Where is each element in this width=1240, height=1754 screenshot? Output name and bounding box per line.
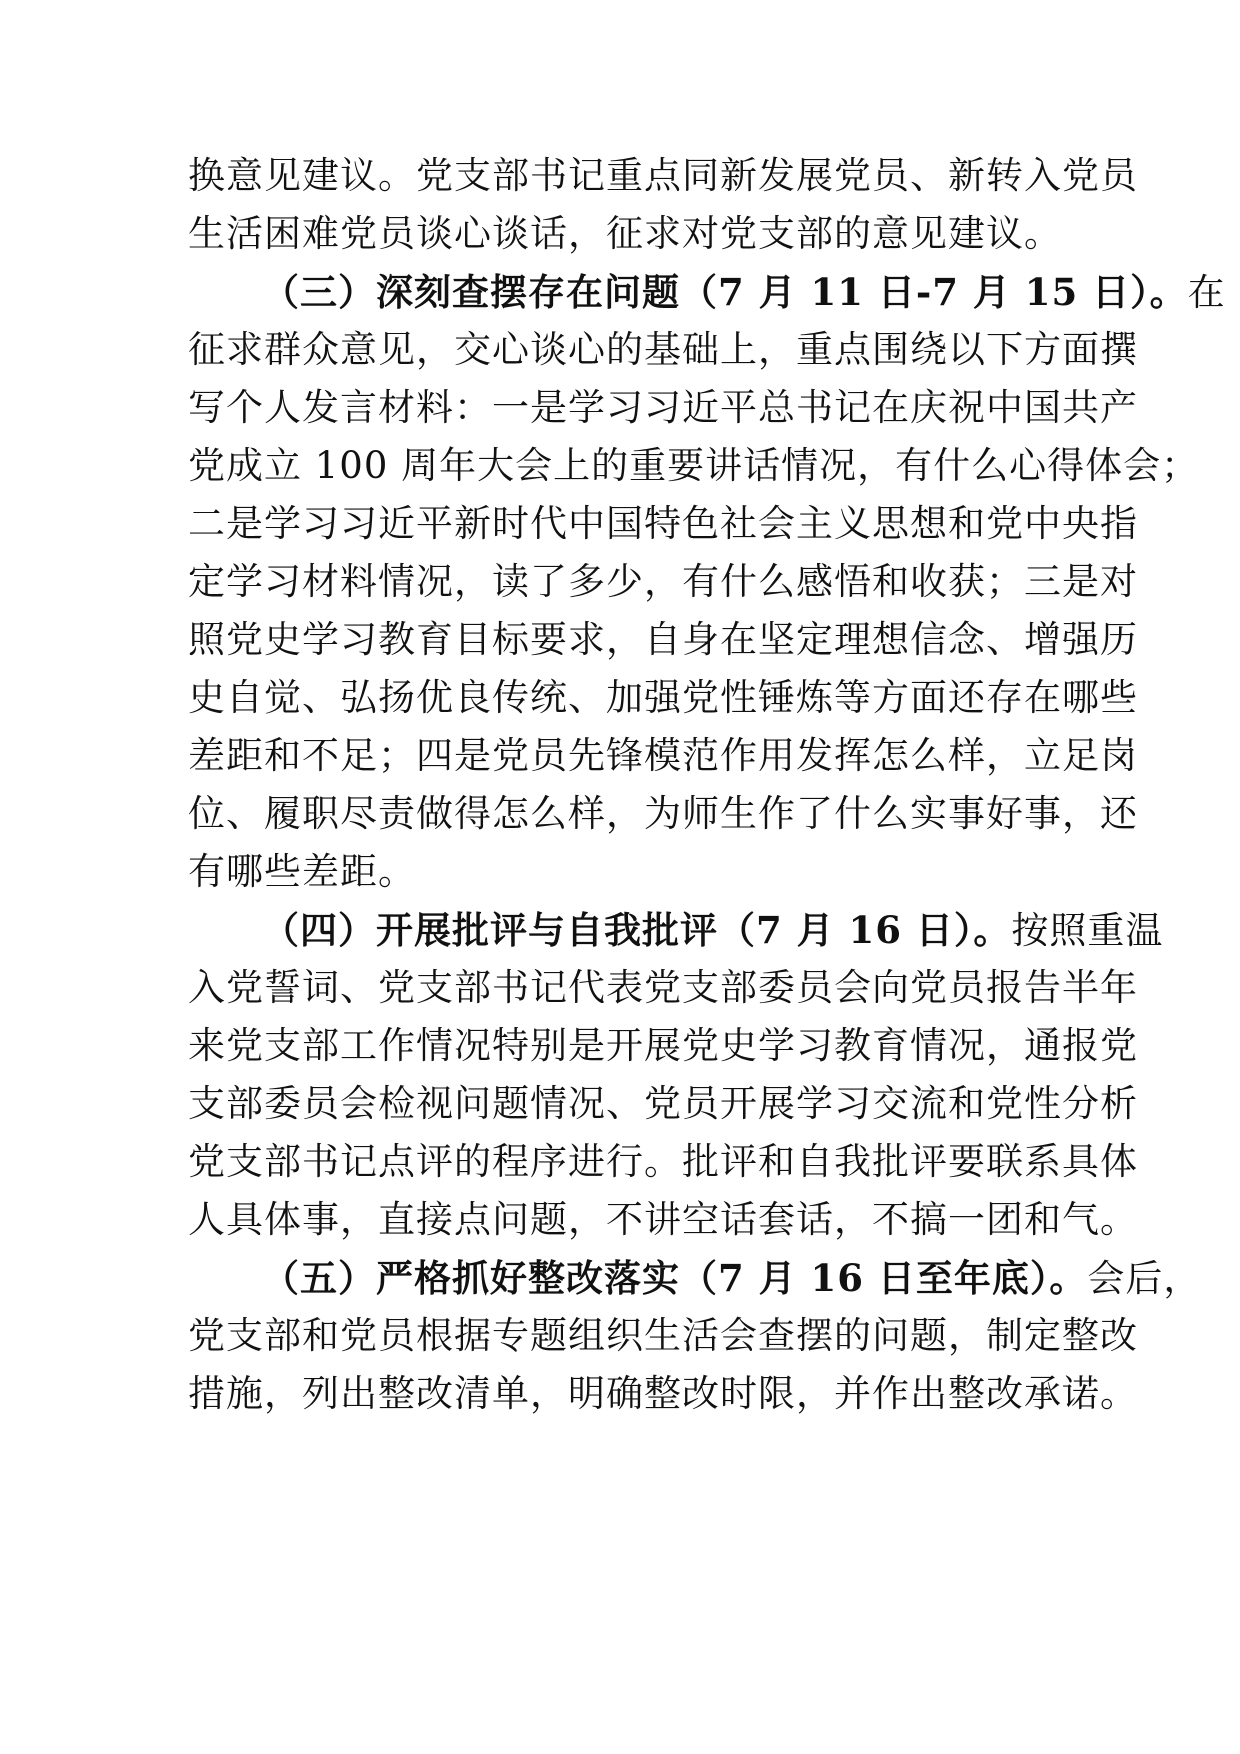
text-line (188, 1024, 1138, 1068)
text-line (188, 1314, 1138, 1358)
text-line (188, 792, 1138, 836)
text-line (188, 850, 1068, 894)
text-line (188, 212, 1068, 256)
text-line (188, 154, 1138, 198)
line-text: 会后， (1087, 1257, 1202, 1300)
line-text: 定学习材料情况，读了多少，有什么感悟和收获；三是对 (188, 560, 1138, 603)
section-heading-four: （四）开展批评与自我批评（7 月 16 日）。 (262, 908, 1012, 952)
text-line (188, 1082, 1138, 1126)
line-text: 党支部和党员根据专题组织生活会查摆的问题，制定整改 (188, 1314, 1138, 1357)
text-line (188, 328, 1138, 372)
line-text: 按照重温 (1011, 909, 1164, 952)
text-line (188, 618, 1138, 662)
line-text: 措施，列出整改清单，明确整改时限，并作出整改承诺。 (188, 1372, 1138, 1415)
line-text: 史自觉、弘扬优良传统、加强党性锤炼等方面还存在哪些 (188, 676, 1138, 719)
text-line (188, 444, 1200, 488)
line-text: 差距和不足；四是党员先锋模范作用发挥怎么样，立足岗 (188, 734, 1138, 777)
text-line (188, 1140, 1138, 1184)
line-text: 有哪些差距。 (188, 850, 416, 893)
line-text: 生活困难党员谈心谈话，征求对党支部的意见建议。 (188, 212, 1062, 255)
section-heading-five: （五）严格抓好整改落实（7 月 16 日至年底）。 (262, 1256, 1088, 1300)
line-text: 支部委员会检视问题情况、党员开展学习交流和党性分析 (188, 1082, 1138, 1125)
section-heading-line (262, 270, 1226, 315)
line-text: 在 (1187, 271, 1226, 314)
section-heading-three: （三）深刻查摆存在问题（7 月 11 日-7 月 15 日）。 (262, 270, 1188, 314)
text-line (188, 560, 1138, 604)
text-line (188, 502, 1138, 546)
line-text: 党支部书记点评的程序进行。批评和自我批评要联系具体 (188, 1140, 1138, 1183)
line-text: 征求群众意见，交心谈心的基础上，重点围绕以下方面撰 (188, 328, 1138, 371)
text-line (188, 1198, 1138, 1242)
line-text: 来党支部工作情况特别是开展党史学习教育情况，通报党 (188, 1024, 1138, 1067)
line-text: 写个人发言材料：一是学习习近平总书记在庆祝中国共产 (188, 386, 1138, 429)
line-text: 入党誓词、党支部书记代表党支部委员会向党员报告半年 (188, 966, 1138, 1009)
text-line (188, 676, 1138, 720)
text-line (188, 386, 1138, 430)
line-text: 人具体事，直接点问题，不讲空话套话，不搞一团和气。 (188, 1198, 1138, 1241)
line-text: 位、履职尽责做得怎么样，为师生作了什么实事好事，还 (188, 792, 1138, 835)
line-text: 照党史学习教育目标要求，自身在坚定理想信念、增强历 (188, 618, 1138, 661)
text-line (188, 1372, 1138, 1416)
section-heading-line (262, 908, 1164, 953)
line-text: 换意见建议。党支部书记重点同新发展党员、新转入党员 (188, 154, 1138, 197)
line-text: 党成立 100 周年大会上的重要讲话情况，有什么心得体会； (188, 444, 1200, 487)
section-heading-line (262, 1256, 1202, 1301)
line-text: 二是学习习近平新时代中国特色社会主义思想和党中央指 (188, 502, 1138, 545)
text-line (188, 966, 1138, 1010)
text-line (188, 734, 1138, 778)
